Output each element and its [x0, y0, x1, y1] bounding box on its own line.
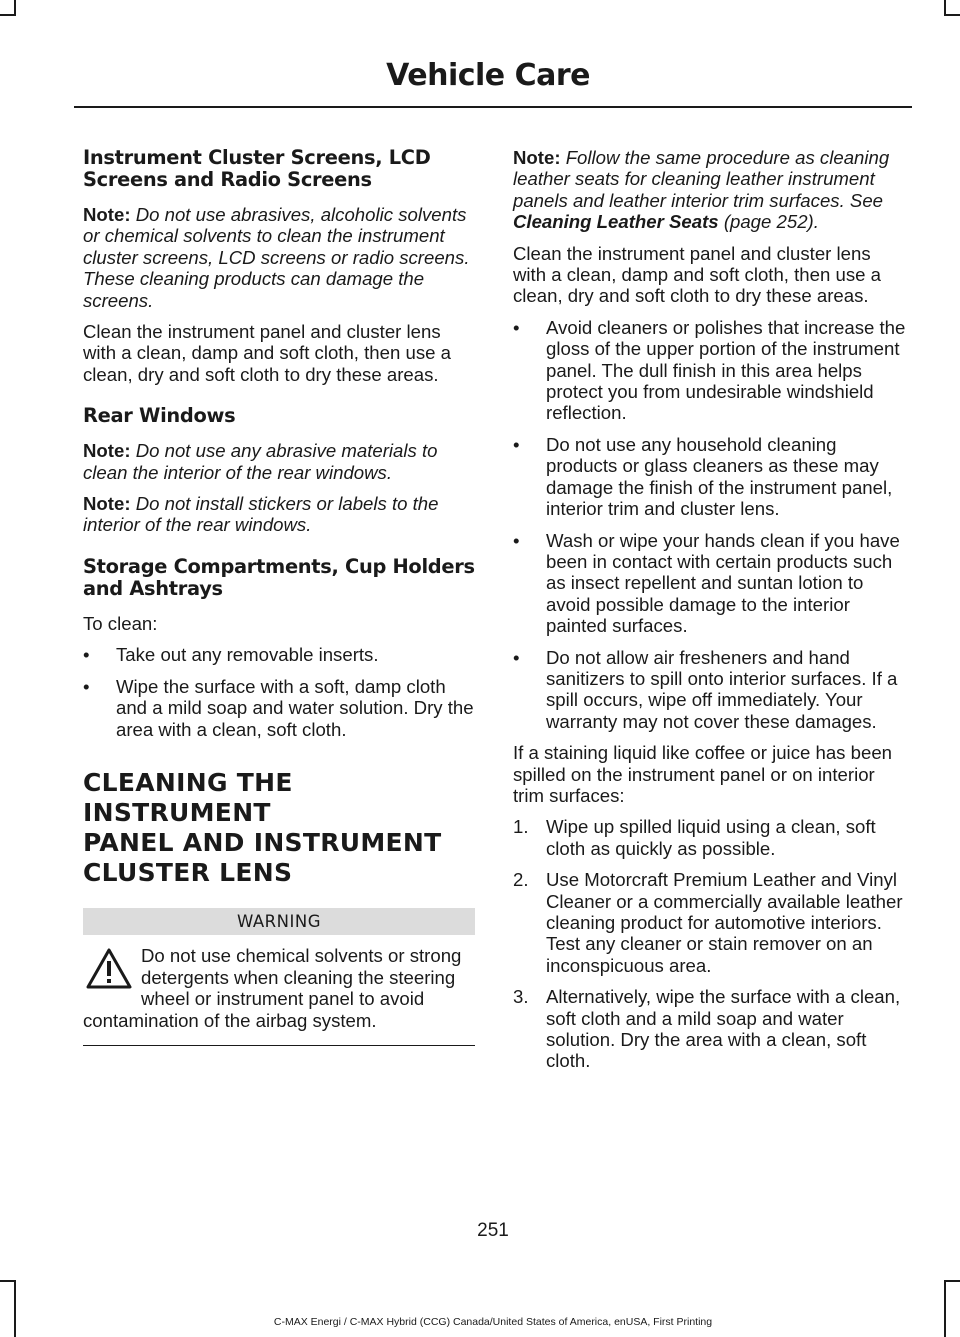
header-rule — [74, 106, 912, 108]
step-text: Alternatively, wipe the surface with a clean, soft cloth and a mild soap and water solution. Dry the area with a clean, soft cloth. — [546, 986, 901, 1072]
note-text: Do not install stickers or labels to the interior of the rear windows. — [83, 493, 439, 536]
list-item-text: Wipe the surface with a soft, damp cloth and a mild soap and water solution. Dry the area with a clean, soft cloth. — [116, 675, 474, 740]
note-label: Note: — [83, 204, 131, 225]
step-number: 3. — [513, 986, 529, 1008]
list-item-text: Do not use any household cleaning products or glass cleaners as these may damage the finish of the instrument panel, interior trim and cluster lens. — [546, 433, 893, 520]
bullet-marker: • — [513, 316, 520, 338]
section-title-cleaning-instrument-panel — [83, 768, 475, 888]
warning-box — [83, 908, 475, 1046]
note-label: Note: — [83, 493, 131, 515]
list-item — [83, 676, 475, 740]
crop-mark — [0, 1280, 16, 1282]
crop-mark — [944, 0, 946, 14]
storage-bullet-list — [83, 644, 475, 740]
warning-triangle-icon — [85, 947, 133, 991]
bullet-marker: • — [513, 646, 520, 668]
note-text: Do not use abrasives, alcoholic solvents or chemical solvents to clean the instrument cluster screens, LCD screens or radio screens. These cleaning products can damage the screens. — [83, 204, 470, 311]
step-item — [513, 816, 908, 859]
list-item — [513, 647, 908, 733]
step-number: 2. — [513, 869, 529, 891]
section-title-line: CLUSTER LENS — [83, 857, 293, 887]
crop-mark — [944, 1280, 960, 1282]
list-item — [513, 434, 908, 520]
warning-heading: WARNING — [83, 908, 475, 935]
paragraph-staining-liquid: If a staining liquid like coffee or juice has been spilled on the instrument panel or on interior trim surfaces: — [513, 742, 893, 806]
section-title-line: CLEANING THE INSTRUMENT — [83, 767, 293, 827]
footer-edition: C-MAX Energi / C-MAX Hybrid (CCG) Canada/United States of America, enUSA, First Printing — [273, 1316, 713, 1328]
crop-mark — [14, 1280, 16, 1337]
heading-storage-compartments: Storage Compartments, Cup Holders and Ashtrays — [83, 554, 475, 600]
list-item-text: Do not allow air fresheners and hand sanitizers to spill onto interior surfaces. If a spill occurs, wipe off immediately. Your warranty may not cover these damages. — [546, 646, 898, 732]
note-leather-procedure — [513, 147, 908, 233]
step-number: 1. — [513, 816, 529, 838]
heading-instrument-cluster-screens: Instrument Cluster Screens, LCD Screens and Radio Screens — [83, 146, 431, 191]
paragraph-to-clean: To clean: — [83, 612, 158, 634]
note-rear-abrasive — [83, 440, 475, 483]
note-text: Do not use any abrasive materials to clean the interior of the rear windows. — [83, 440, 438, 483]
crop-mark — [944, 1280, 946, 1337]
step-text: Wipe up spilled liquid using a clean, soft cloth as quickly as possible. — [546, 816, 876, 859]
chapter-title: Vehicle Care — [386, 58, 590, 93]
step-item — [513, 869, 908, 976]
crop-mark — [14, 0, 16, 14]
note-label: Note: — [513, 147, 561, 168]
note-rear-stickers — [83, 493, 475, 536]
cross-reference-page: (page 252). — [723, 211, 819, 233]
paragraph-clean-panel: Clean the instrument panel and cluster lens with a clean, damp and soft cloth, then use a clean, dry and soft cloth to dry these areas. — [83, 321, 451, 385]
warning-text: Do not use chemical solvents or strong detergents when cleaning the steering wheel or instrument panel to avoid contamination of the airbag system. — [83, 945, 462, 1031]
list-item — [513, 530, 908, 637]
left-column — [83, 147, 475, 1046]
list-item-text: Take out any removable inserts. — [116, 644, 379, 666]
heading-rear-windows: Rear Windows — [83, 404, 236, 428]
bullet-marker: • — [513, 433, 520, 455]
crop-mark — [944, 14, 960, 16]
bullet-marker: • — [83, 675, 90, 697]
note-text: Follow the same procedure as cleaning leather seats for cleaning leather instrument panels and leather interior trim surfaces. See — [513, 147, 890, 211]
note-abrasives — [83, 204, 475, 311]
paragraph-clean-panel: Clean the instrument panel and cluster lens with a clean, damp and soft cloth, then use a clean, dry and soft cloth to dry these areas. — [513, 242, 881, 307]
list-item-text: Avoid cleaners or polishes that increase the gloss of the upper portion of the instrument panel. The dull finish in this area helps protect you from undesirable windshield reflection. — [546, 316, 906, 424]
note-label: Note: — [83, 440, 131, 462]
page-number: 251 — [477, 1220, 509, 1241]
stain-steps-list — [513, 816, 908, 1071]
bullet-marker: • — [513, 529, 520, 551]
bullet-marker: • — [83, 644, 90, 666]
cross-reference-link[interactable]: Cleaning Leather Seats — [513, 211, 719, 233]
cleaning-bullet-list — [513, 317, 908, 732]
crop-mark — [0, 14, 16, 16]
step-text: Use Motorcraft Premium Leather and Vinyl Cleaner or a commercially available leather cleaning product for automotive interiors. Test any cleaner or stain remover on an inconspicuous area. — [546, 869, 903, 976]
step-item — [513, 986, 908, 1072]
right-column — [513, 147, 908, 1082]
list-item — [513, 317, 908, 424]
list-item-text: Wash or wipe your hands clean if you have been in contact with certain products such as insect repellent and suntan lotion to avoid possible damage to the interior painted surfaces. — [546, 529, 900, 637]
list-item — [83, 644, 475, 665]
section-title-line: PANEL AND INSTRUMENT — [83, 827, 442, 857]
